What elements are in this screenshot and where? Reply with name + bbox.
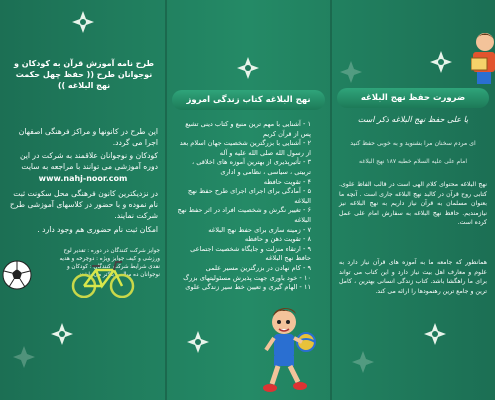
- left-closing: امکان ثبت نام حضوری هم وجود دارد .: [37, 225, 158, 234]
- ornament-icon: [236, 56, 260, 80]
- ornament-icon: [186, 330, 210, 354]
- left-title: طرح نامه آموزش قرآن به کودکان و نوجوانان طرح (( حفظ چهل حکمت نهج البلاغه )): [13, 59, 155, 90]
- ornament-icon: [429, 50, 453, 74]
- list-item: ۸ - تقویت ذهن و حافظه: [244, 235, 311, 244]
- ornament-icon: [50, 322, 74, 346]
- list-item: ۱ - آشنایی با مهم ترین منبع و کتاب دینی تشیع پس از قرآن کریم: [185, 120, 311, 138]
- reading-boy-illustration: [471, 30, 495, 86]
- left-body-2: در نزدیکترین کانون فرهنگی محل سکونت ثبت نام نموده و با حضور در کلاسهای آموزشی طرح شرکت نمایند.: [9, 189, 158, 220]
- right-title: ضرورت حفظ نهج البلاغه: [360, 93, 466, 103]
- middle-title: نهج البلاغه کتاب زندگی امروز: [186, 95, 311, 105]
- boy-with-ball-illustration: [254, 300, 326, 398]
- list-item: ۹ - کام نهادن در بزرگترین مسیر علمی: [205, 263, 311, 272]
- soccer-ball-icon: [2, 260, 32, 290]
- list-item: ۴ - تقویت حافظه: [263, 177, 311, 186]
- calligraphy-text: یا علی حفظ نهج البلاغه ذکر است: [357, 115, 469, 124]
- list-item: ۷ - زمینه سازی برای حفظ نهج البلاغه: [208, 225, 311, 234]
- left-body: کودکان و نوجوانان علاقمند به شرکت در این دوره آموزشی می توانند با مراجعه به سایت: [20, 151, 158, 171]
- panel-left: [0, 0, 166, 400]
- ornament-icon: [423, 322, 447, 346]
- right-body-2: همانطور که جامعه ما به آموزه های قرآن نیاز دارد به علوم و معارف اهل بیت نیاز دارد و این کتاب می تواند برای ما راهگشا باشد. کتاب زندگی انسانی بهترین ، کامل ترین و جامع ترین رهنمودها را ارائه می کند.: [339, 259, 487, 295]
- ornament-icon: [339, 60, 363, 84]
- list-item: ۱۰ - خود باوری جهت پذیرش مسئولیتهای بزرگ: [183, 273, 311, 282]
- ornament-icon: [351, 350, 375, 374]
- list-item: ۲ - آشنایی با بزرگترین شخصیت جهان اسلام بعد از رسول الله صلی الله علیه و آله: [179, 139, 311, 157]
- right-attribution: امام علی علیه السلام خطبه ۱۸۷ نهج البلاغه: [359, 158, 467, 165]
- list-item: ۱۱ - الهام گیری و تعیین خط سیر زندگی علوی: [185, 283, 311, 292]
- right-quote: ای مردم سخنان مرا بشنوید و به خوبی حفظ کنید: [350, 140, 476, 147]
- ornament-icon: [12, 345, 36, 369]
- panel-right: [331, 0, 495, 400]
- bicycle-icon: [70, 258, 136, 298]
- benefits-list: [172, 120, 325, 293]
- middle-header: [172, 90, 325, 110]
- list-item: ۵ - آمادگی برای اجرای اجرای طرح حفظ نهج البلاغه: [187, 187, 311, 205]
- list-item: ۳ - تأثیرپذیری از بهترین آموزه های اخلاقی ، تربیتی ، سیاسی ، نظامی و اداری: [192, 158, 311, 176]
- left-prizes: جوایز شرکت کنندگان در دوره : تقدیر لوح ورزشی و کیف جوایز ویژه : دوچرخه و هدیه نقدی شرایط شرکت کنندگان : کودکان و نوجوانان ده ساله و بالاتر می باشند: [59, 248, 160, 278]
- left-intro: این طرح در کانونها و مراکز فرهنگی اصفهان اجرا می گردد.: [18, 127, 158, 147]
- ornament-icon: [71, 10, 95, 34]
- right-body: نهج البلاغه محتوای کلام الهی است در قالب الفاظ علوی. کتابی روح قرآن در کالبد نهج البلاغه جاری است . آنچه ما بعنوان مسلمان به قرآن نیاز داریم به نهج البلاغه نیز نیازمندیم. حافظ نهج البلاغه به سفارش امام علی عمل کرده است.: [339, 181, 487, 227]
- list-item: حافظ نهج البلاغه: [265, 254, 311, 263]
- right-header: [337, 88, 489, 108]
- website-link[interactable]: www.nahj-noor.com: [38, 174, 128, 183]
- list-item: ۹ - ارتقاء منزلت و جایگاه شخصیت اجتماعی: [190, 244, 311, 253]
- list-item: ۶ - تغییر نگرش و شخصیت افراد در اثر حفظ نهج البلاغه: [177, 206, 311, 224]
- panel-middle: [166, 0, 331, 400]
